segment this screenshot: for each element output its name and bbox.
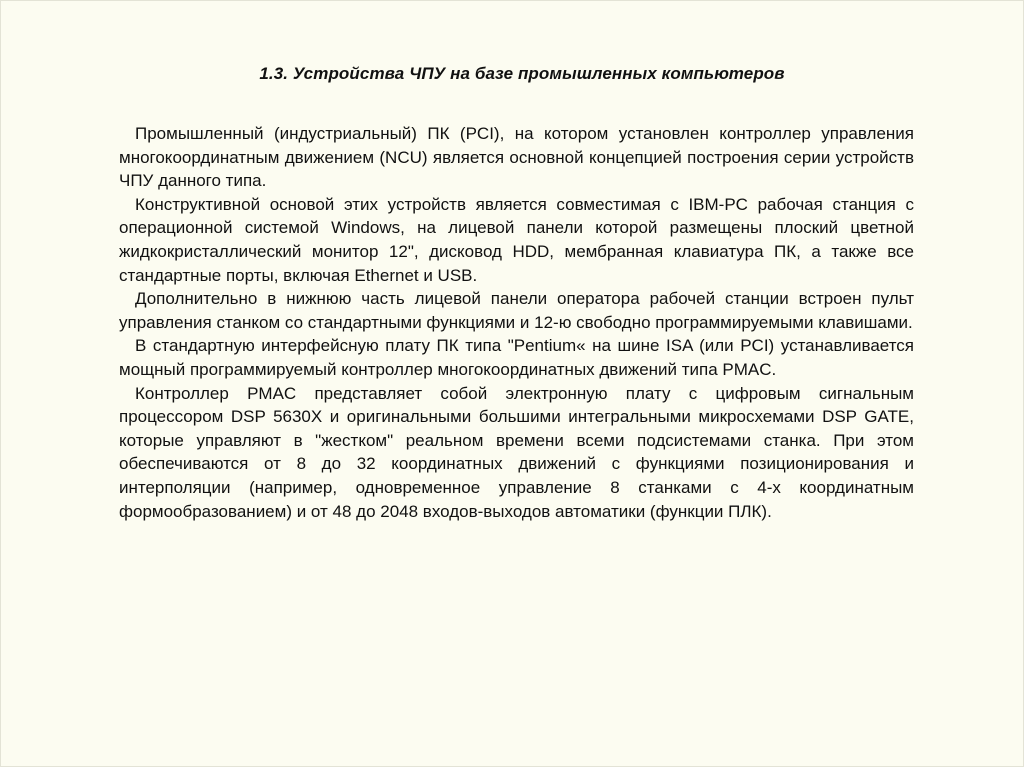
paragraph-pmac-controller: Контроллер PMAC представляет собой электронную плату с цифровым сигнальным процессором DSP 5630X и оригинальными большими интегральными микросхемами DSP GATE, которые управляют в "жестком" реальном времени всеми подсистемами станка. При этом обеспечиваются от 8 до 32 координатных движений с функциями позиционирования и интерполяции (например, одновременное управление 8 станками с 4-х координатным формообразованием) и от 48 до 2048 входов-выходов автоматики (функции ПЛК). [119,383,914,521]
page-title: 1.3. Устройства ЧПУ на базе промышленных компьютеров [259,64,785,83]
paragraph-pc-concept: Промышленный (индустриальный) ПК (PCI), на котором установлен контроллер управления многокоординатным движением (NCU) является основной концепцией построения серии устройств ЧПУ данного типа. [119,124,914,191]
body-text [119,122,914,523]
paragraph-pmac-install: В стандартную интерфейсную плату ПК типа "Pentium« на шине ISA (или PCI) устанавливается мощный программируемый контроллер многокоординатных движений типа PMAC. [119,336,914,379]
paragraph-control-panel: Дополнительно в нижнюю часть лицевой панели оператора рабочей станции встроен пульт управления станком со стандартными функциями и 12-ю свободно программируемыми клавишами. [119,289,914,332]
paragraph-workstation: Конструктивной основой этих устройств является совместимая с IBM-PC рабочая станция с операционной системой Windows, на лицевой панели которой размещены плоский цветной жидкокристаллический монитор 12", дисковод HDD, мембранная клавиатура ПК, а также все стандартные порты, включая Ethernet и USB. [119,194,914,285]
